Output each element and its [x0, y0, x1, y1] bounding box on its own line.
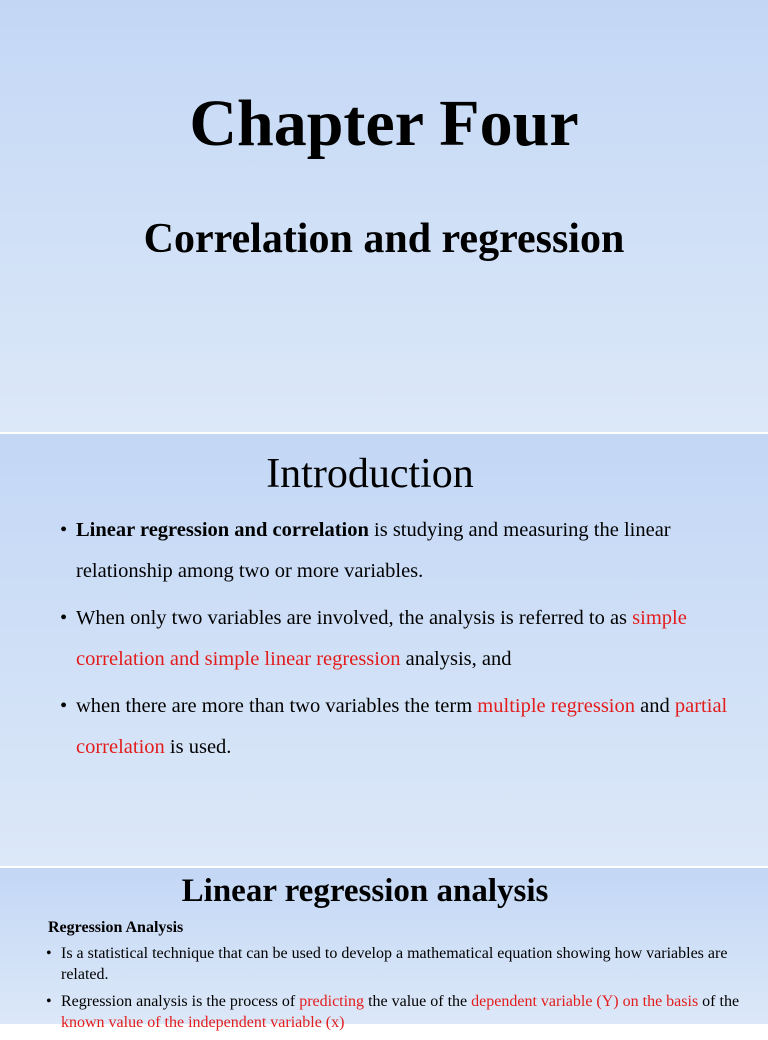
bullet-item	[46, 992, 746, 1033]
bullet-text: the value of the	[364, 993, 472, 1010]
bullet-dot: •	[46, 945, 52, 962]
chapter-subtitle: Correlation and regression	[143, 216, 625, 262]
introduction-heading: Introduction	[266, 451, 474, 497]
bullet-item	[46, 944, 746, 985]
bullet-dot: •	[60, 607, 68, 629]
highlighted-term: predicting	[299, 993, 365, 1010]
regression-bullet-list	[46, 944, 746, 1040]
bullet-text: of the	[698, 993, 740, 1010]
bullet-text: is studying and measuring the linear relationship among two or more variables.	[76, 519, 671, 582]
bullet-item	[60, 510, 760, 591]
bullet-dot: •	[46, 993, 52, 1010]
bullet-dot: •	[60, 519, 68, 541]
regression-analysis-label: Regression Analysis	[48, 919, 184, 936]
bullet-item	[60, 598, 760, 679]
bullet-dot: •	[60, 695, 68, 717]
bullet-text: is used.	[164, 735, 232, 758]
chapter-title: Chapter Four	[189, 87, 579, 160]
slide-title	[0, 0, 768, 432]
bullet-text: Is a statistical technique that can be used to develop a mathematical equation showing how variables are related.	[61, 945, 728, 983]
bullet-bold-text: Linear regression and correlation	[76, 519, 369, 541]
bullet-item	[60, 686, 760, 767]
highlighted-term: known value of the independent variable (x)	[61, 1013, 345, 1031]
bullet-text: when there are more than two variables the term	[76, 695, 478, 717]
bullet-text: analysis, and	[400, 647, 512, 670]
linear-regression-heading: Linear regression analysis	[181, 873, 549, 909]
highlighted-term: simple correlation and simple linear regression	[76, 607, 687, 670]
highlighted-term: partial correlation	[76, 695, 728, 758]
highlighted-term: multiple regression	[477, 695, 636, 717]
bullet-text: When only two variables are involved, the analysis is referred to as	[76, 607, 633, 629]
bullet-text: Regression analysis is the process of	[61, 993, 300, 1010]
bullet-text: and	[635, 695, 675, 717]
highlighted-term: dependent variable (Y) on the basis	[471, 993, 699, 1010]
introduction-bullet-list	[60, 510, 760, 774]
